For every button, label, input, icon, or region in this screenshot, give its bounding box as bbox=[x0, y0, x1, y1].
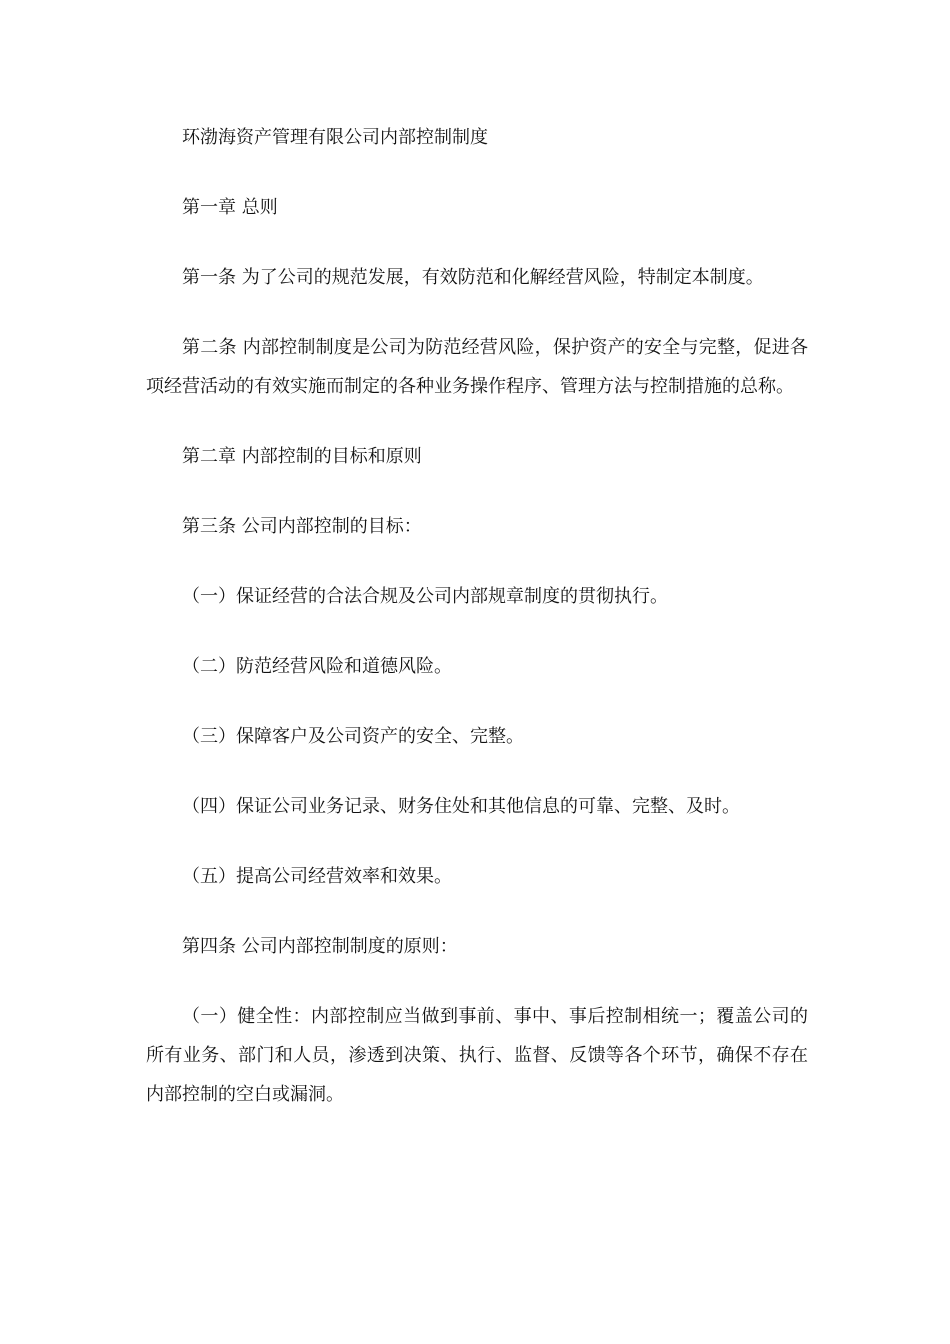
list-item: （一）健全性：内部控制应当做到事前、事中、事后控制相统一；覆盖公司的所有业务、部门和人员，渗透到决策、执行、监督、反馈等各个环节，确保不存在内部控制的空白或漏洞。 bbox=[146, 1006, 808, 1105]
list-item: （二）防范经营风险和道德风险。 bbox=[182, 656, 452, 677]
chapter-heading: 第一章 总则 bbox=[182, 197, 278, 218]
list-item: （一）保证经营的合法合规及公司内部规章制度的贯彻执行。 bbox=[182, 586, 668, 607]
article-paragraph: 第二条 内部控制制度是公司为防范经营风险，保护资产的安全与完整，促进各项经营活动的有效实施而制定的各种业务操作程序、管理方法与控制措施的总称。 bbox=[146, 337, 808, 397]
document-body bbox=[146, 118, 808, 1114]
chapter-heading: 第二章 内部控制的目标和原则 bbox=[182, 446, 422, 467]
list-item: （三）保障客户及公司资产的安全、完整。 bbox=[182, 726, 524, 747]
list-item: （四）保证公司业务记录、财务住处和其他信息的可靠、完整、及时。 bbox=[182, 796, 740, 817]
article-paragraph: 第四条 公司内部控制制度的原则： bbox=[182, 936, 458, 957]
document-title: 环渤海资产管理有限公司内部控制制度 bbox=[182, 127, 488, 148]
article-paragraph: 第一条 为了公司的规范发展，有效防范和化解经营风险，特制定本制度。 bbox=[182, 267, 764, 288]
list-item: （五）提高公司经营效率和效果。 bbox=[182, 866, 452, 887]
article-paragraph: 第三条 公司内部控制的目标： bbox=[182, 516, 422, 537]
